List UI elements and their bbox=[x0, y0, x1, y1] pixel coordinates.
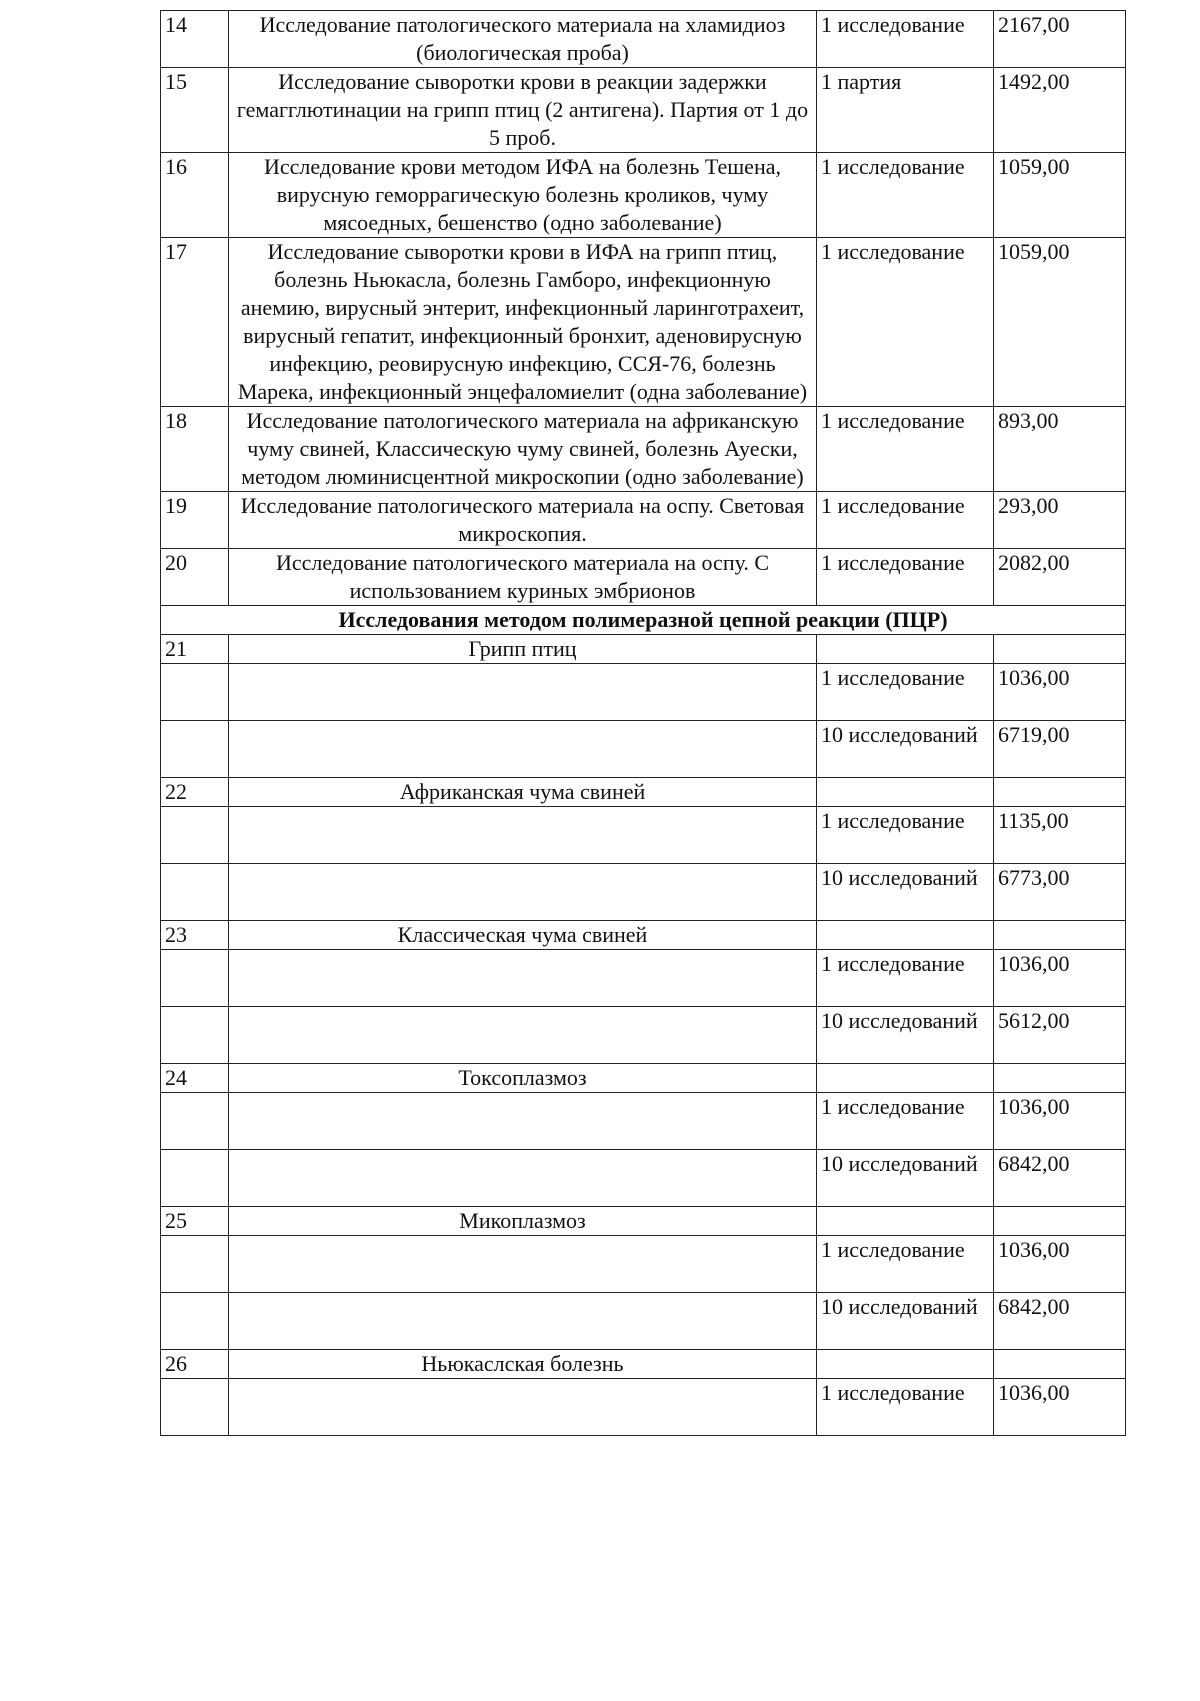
table-row bbox=[161, 1007, 1126, 1064]
service-price: 6842,00 bbox=[994, 1293, 1126, 1350]
service-name: Грипп птиц bbox=[229, 635, 817, 664]
service-name: Исследование сыворотки крови в ИФА на грипп птиц, болезнь Ньюкасла, болезнь Гамборо, инфекционную анемию, вирусный энтерит, инфекционный ларинготрахеит, вирусный гепатит, инфекционный бронхит, аденовирусную инфекцию, реовирусную инфекцию, ССЯ-76, болезнь Марека, инфекционный энцефаломиелит (одна заболевание) bbox=[229, 238, 817, 407]
service-price: 1492,00 bbox=[994, 68, 1126, 153]
table-row bbox=[161, 68, 1126, 153]
service-unit: 10 исследований bbox=[817, 1150, 994, 1207]
service-name bbox=[229, 721, 817, 778]
service-unit: 1 исследование bbox=[817, 11, 994, 68]
row-number: 25 bbox=[161, 1207, 229, 1236]
service-price bbox=[994, 1207, 1126, 1236]
service-unit: 1 партия bbox=[817, 68, 994, 153]
service-price: 6719,00 bbox=[994, 721, 1126, 778]
row-number: 15 bbox=[161, 68, 229, 153]
service-unit bbox=[817, 921, 994, 950]
service-price: 1036,00 bbox=[994, 1236, 1126, 1293]
table-row bbox=[161, 238, 1126, 407]
row-number: 17 bbox=[161, 238, 229, 407]
service-name: Исследование крови методом ИФА на болезнь Тешена, вирусную геморрагическую болезнь кроликов, чуму мясоедных, бешенство (одно заболевание) bbox=[229, 153, 817, 238]
group-row bbox=[161, 778, 1126, 807]
service-unit: 1 исследование bbox=[817, 1379, 994, 1436]
service-price bbox=[994, 635, 1126, 664]
row-number bbox=[161, 864, 229, 921]
price-table-body bbox=[161, 11, 1126, 1436]
table-row bbox=[161, 950, 1126, 1007]
service-price: 5612,00 bbox=[994, 1007, 1126, 1064]
row-number: 19 bbox=[161, 492, 229, 549]
service-name: Ньюкаслская болезнь bbox=[229, 1350, 817, 1379]
service-price: 2167,00 bbox=[994, 11, 1126, 68]
row-number: 18 bbox=[161, 407, 229, 492]
row-number: 20 bbox=[161, 549, 229, 606]
table-row bbox=[161, 407, 1126, 492]
service-name bbox=[229, 1007, 817, 1064]
service-price: 1059,00 bbox=[994, 153, 1126, 238]
service-price: 2082,00 bbox=[994, 549, 1126, 606]
service-price: 6773,00 bbox=[994, 864, 1126, 921]
row-number: 24 bbox=[161, 1064, 229, 1093]
service-price: 1036,00 bbox=[994, 1379, 1126, 1436]
price-table bbox=[160, 10, 1126, 1436]
group-row bbox=[161, 1207, 1126, 1236]
service-unit bbox=[817, 1350, 994, 1379]
table-row bbox=[161, 153, 1126, 238]
row-number: 26 bbox=[161, 1350, 229, 1379]
service-unit: 1 исследование bbox=[817, 492, 994, 549]
service-unit: 10 исследований bbox=[817, 864, 994, 921]
row-number bbox=[161, 1379, 229, 1436]
service-unit: 1 исследование bbox=[817, 1236, 994, 1293]
service-name bbox=[229, 807, 817, 864]
service-unit: 1 исследование bbox=[817, 407, 994, 492]
row-number bbox=[161, 807, 229, 864]
service-name: Исследование патологического материала на оспу. Световая микроскопия. bbox=[229, 492, 817, 549]
service-name: Микоплазмоз bbox=[229, 1207, 817, 1236]
service-unit: 1 исследование bbox=[817, 950, 994, 1007]
service-name: Африканская чума свиней bbox=[229, 778, 817, 807]
service-name bbox=[229, 1236, 817, 1293]
service-unit: 1 исследование bbox=[817, 807, 994, 864]
service-name bbox=[229, 864, 817, 921]
service-unit bbox=[817, 635, 994, 664]
service-name: Исследование патологического материала на африканскую чуму свиней, Классическую чуму свиней, болезнь Ауески, методом люминисцентной микроскопии (одно заболевание) bbox=[229, 407, 817, 492]
row-number: 16 bbox=[161, 153, 229, 238]
service-name: Исследование патологического материала на хламидиоз (биологическая проба) bbox=[229, 11, 817, 68]
service-price: 6842,00 bbox=[994, 1150, 1126, 1207]
service-unit bbox=[817, 778, 994, 807]
table-row bbox=[161, 664, 1126, 721]
row-number: 21 bbox=[161, 635, 229, 664]
service-unit: 10 исследований bbox=[817, 1293, 994, 1350]
service-name bbox=[229, 1293, 817, 1350]
service-name bbox=[229, 1150, 817, 1207]
table-row bbox=[161, 1093, 1126, 1150]
section-header-row bbox=[161, 606, 1126, 635]
row-number bbox=[161, 1293, 229, 1350]
service-name: Классическая чума свиней bbox=[229, 921, 817, 950]
row-number bbox=[161, 950, 229, 1007]
service-price: 893,00 bbox=[994, 407, 1126, 492]
table-row bbox=[161, 1379, 1126, 1436]
service-name bbox=[229, 1093, 817, 1150]
service-name bbox=[229, 950, 817, 1007]
group-row bbox=[161, 1064, 1126, 1093]
service-name: Исследование сыворотки крови в реакции задержки гемагглютинации на грипп птиц (2 антигена). Партия от 1 до 5 проб. bbox=[229, 68, 817, 153]
group-row bbox=[161, 635, 1126, 664]
table-row bbox=[161, 1236, 1126, 1293]
service-unit: 1 исследование bbox=[817, 664, 994, 721]
table-row bbox=[161, 721, 1126, 778]
service-price: 293,00 bbox=[994, 492, 1126, 549]
service-unit bbox=[817, 1207, 994, 1236]
row-number: 22 bbox=[161, 778, 229, 807]
row-number bbox=[161, 1150, 229, 1207]
service-unit: 10 исследований bbox=[817, 721, 994, 778]
group-row bbox=[161, 921, 1126, 950]
table-row bbox=[161, 1150, 1126, 1207]
row-number: 23 bbox=[161, 921, 229, 950]
service-unit: 1 исследование bbox=[817, 153, 994, 238]
service-price bbox=[994, 1350, 1126, 1379]
row-number bbox=[161, 1007, 229, 1064]
service-unit: 10 исследований bbox=[817, 1007, 994, 1064]
service-unit: 1 исследование bbox=[817, 1093, 994, 1150]
table-row bbox=[161, 549, 1126, 606]
service-name bbox=[229, 664, 817, 721]
service-price bbox=[994, 1064, 1126, 1093]
service-name: Токсоплазмоз bbox=[229, 1064, 817, 1093]
service-price: 1036,00 bbox=[994, 950, 1126, 1007]
service-price: 1036,00 bbox=[994, 664, 1126, 721]
service-unit: 1 исследование bbox=[817, 549, 994, 606]
service-name bbox=[229, 1379, 817, 1436]
service-price: 1059,00 bbox=[994, 238, 1126, 407]
service-price: 1036,00 bbox=[994, 1093, 1126, 1150]
row-number bbox=[161, 1093, 229, 1150]
table-row bbox=[161, 492, 1126, 549]
section-title: Исследования методом полимеразной цепной реакции (ПЦР) bbox=[161, 606, 1126, 635]
service-unit: 1 исследование bbox=[817, 238, 994, 407]
service-price bbox=[994, 778, 1126, 807]
row-number bbox=[161, 1236, 229, 1293]
service-price bbox=[994, 921, 1126, 950]
row-number bbox=[161, 664, 229, 721]
table-row bbox=[161, 807, 1126, 864]
row-number bbox=[161, 721, 229, 778]
service-unit bbox=[817, 1064, 994, 1093]
service-price: 1135,00 bbox=[994, 807, 1126, 864]
group-row bbox=[161, 1350, 1126, 1379]
service-name: Исследование патологического материала на оспу. С использованием куриных эмбрионов bbox=[229, 549, 817, 606]
table-row bbox=[161, 1293, 1126, 1350]
table-row bbox=[161, 864, 1126, 921]
table-row bbox=[161, 11, 1126, 68]
row-number: 14 bbox=[161, 11, 229, 68]
